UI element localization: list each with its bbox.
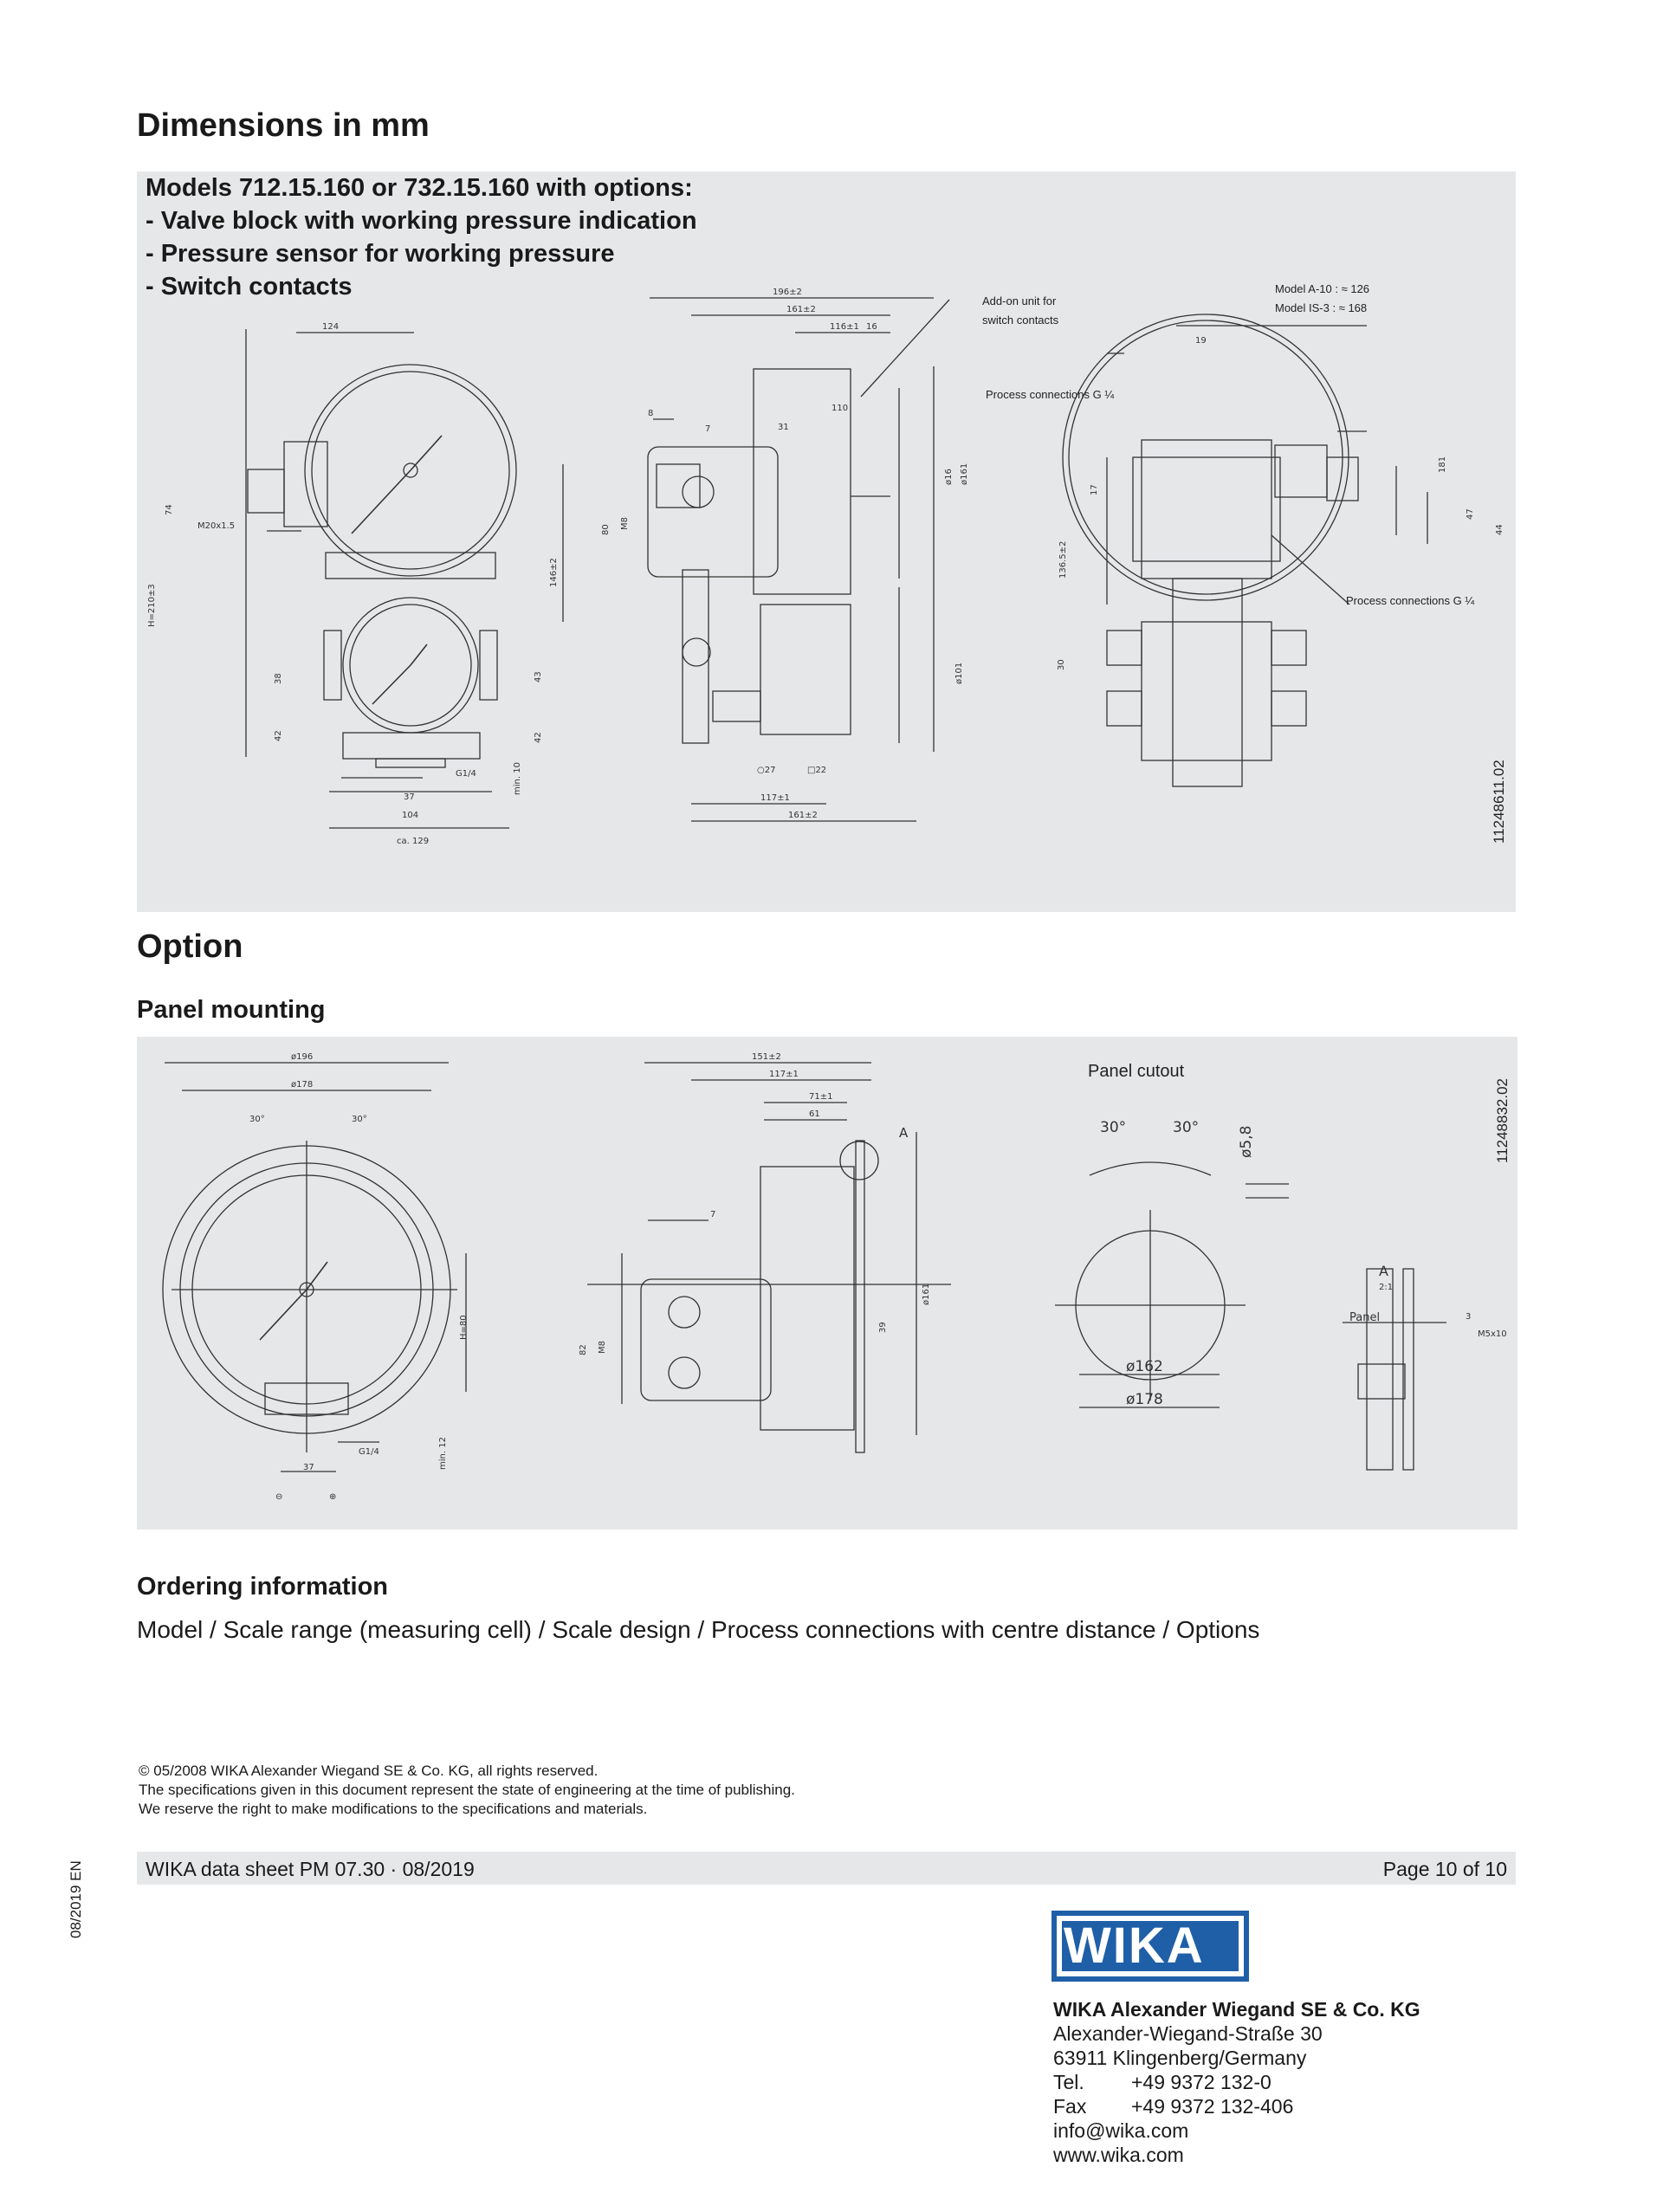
dim-label: 7 [710, 1210, 716, 1219]
address-fax: Fax +49 9372 132-406 [1053, 2095, 1294, 2118]
dim-label: ø16 [944, 469, 954, 485]
dim-label: 39 [878, 1322, 888, 1333]
dim-label: 42 [274, 730, 283, 741]
dim-label: 181 [1438, 456, 1447, 473]
side-date: 08/2019 EN [68, 1860, 84, 1938]
dim-label: M5x10 [1478, 1329, 1507, 1339]
ordering-title: Ordering information [137, 1573, 388, 1601]
dim-label: 2:1 [1379, 1283, 1394, 1292]
address-block [1053, 1997, 1420, 2167]
annotation: Add-on unit for [982, 294, 1057, 307]
dim-label: □22 [807, 766, 827, 775]
dim-label: 124 [322, 322, 340, 332]
dim-label: 82 [579, 1344, 588, 1355]
dim-label: ø196 [291, 1052, 314, 1062]
models-line: - Pressure sensor for working pressure [146, 240, 615, 268]
copyright-line: We reserve the right to make modifications to the specifications and materials. [139, 1801, 648, 1817]
address-street: Alexander-Wiegand-Straße 30 [1053, 2022, 1323, 2045]
dim-label: 136.5±2 [1058, 540, 1068, 579]
dim-label: 196±2 [773, 288, 802, 297]
models-line: Models 712.15.160 or 732.15.160 with options: [146, 174, 693, 202]
dim-label: 43 [534, 671, 543, 682]
dim-label: 37 [404, 792, 415, 802]
dim-label: G1/4 [359, 1447, 379, 1457]
copyright-line: The specifications given in this document represent the state of engineering at the time of publishing. [139, 1782, 795, 1798]
models-line: - Switch contacts [146, 273, 353, 301]
dim-label: M8 [598, 1341, 607, 1354]
dim-label: 61 [809, 1109, 820, 1119]
subsection-title-panel-mounting: Panel mounting [137, 996, 326, 1024]
wika-logo-text: WIKA [1064, 1918, 1205, 1974]
dimension-drawing-panel [137, 171, 1516, 912]
dim-label: 117±1 [769, 1070, 799, 1079]
drawing-number: 11248611.02 [1491, 760, 1507, 844]
section-title-option: Option [137, 928, 243, 965]
dim-label: 161±2 [786, 305, 816, 314]
dim-label: 31 [778, 423, 789, 432]
dim-label: 8 [648, 409, 654, 418]
dim-label: ø101 [954, 662, 964, 684]
dim-label: 151±2 [752, 1052, 781, 1062]
dim-label: Panel [1349, 1311, 1381, 1324]
dim-label: min. 10 [513, 762, 522, 795]
dim-label: 30° [1100, 1119, 1127, 1136]
footer-datasheet: WIKA data sheet PM 07.30 · 08/2019 [146, 1858, 475, 1880]
dim-label: 42 [534, 732, 543, 743]
footer-page: Page 10 of 10 [1382, 1858, 1507, 1880]
technical-drawing-2 [137, 1037, 1517, 1530]
annotation: switch contacts [982, 314, 1059, 327]
address-email[interactable]: info@wika.com [1053, 2119, 1189, 2142]
dim-label: H=80 [459, 1315, 469, 1340]
dim-label: 74 [165, 504, 174, 515]
dim-label: A [899, 1125, 909, 1141]
dim-label: 104 [402, 811, 419, 820]
address-city: 63911 Klingenberg/Germany [1053, 2047, 1307, 2069]
dim-label: 110 [832, 404, 849, 413]
ordering-text: Model / Scale range (measuring cell) / Scale design / Process connections with centre distance / Options [137, 1616, 1260, 1643]
dim-label: 71±1 [809, 1092, 833, 1102]
dim-label: 37 [303, 1463, 314, 1472]
copyright-line: © 05/2008 WIKA Alexander Wiegand SE & Co. KG, all rights reserved. [139, 1762, 599, 1779]
technical-drawing-1 [137, 171, 1516, 912]
dim-label: 47 [1466, 508, 1475, 520]
section-title-dimensions: Dimensions in mm [137, 107, 430, 144]
dim-label: ø178 [1126, 1391, 1163, 1408]
dim-label: ø5,8 [1238, 1125, 1255, 1158]
dim-label: 30 [1057, 659, 1066, 670]
dim-label: 7 [705, 424, 711, 434]
dim-label: ⊕ [329, 1492, 337, 1502]
annotation: Model IS-3 : ≈ 168 [1275, 301, 1368, 314]
dim-label: ⊖ [275, 1492, 283, 1502]
dim-label: M20x1.5 [197, 521, 236, 531]
dim-label: ø162 [1126, 1358, 1163, 1375]
address-web[interactable]: www.wika.com [1053, 2144, 1184, 2166]
dim-label: ○27 [757, 766, 776, 775]
dim-label: M8 [620, 517, 630, 530]
dim-label: 161±2 [788, 811, 818, 820]
company-name: WIKA Alexander Wiegand SE & Co. KG [1053, 1998, 1420, 2021]
address-tel: Tel. +49 9372 132-0 [1053, 2071, 1272, 2093]
dim-label: 116±1 [830, 322, 859, 332]
copyright-block [139, 1762, 795, 1819]
panel-cutout-label: Panel cutout [1088, 1062, 1185, 1081]
wika-logo [1052, 1911, 1249, 1982]
footer-bar [137, 1852, 1516, 1885]
dim-label: 117±1 [760, 793, 790, 803]
annotation: Model A-10 : ≈ 126 [1275, 282, 1370, 295]
models-line: - Valve block with working pressure indication [146, 207, 697, 235]
drawing-number: 11248832.02 [1494, 1077, 1511, 1163]
dim-label: min. 12 [438, 1437, 448, 1470]
dim-label: G1/4 [456, 769, 476, 779]
dim-label: 16 [866, 322, 877, 332]
dim-label: 30° [352, 1115, 367, 1124]
annotation: Process connections G ¼ [986, 388, 1115, 401]
dim-label: 38 [274, 673, 283, 684]
dim-label: 30° [1173, 1119, 1200, 1136]
dim-label: ø161 [960, 462, 969, 485]
dim-label: 44 [1495, 524, 1504, 535]
dim-label: 17 [1090, 484, 1099, 495]
dim-label: H=210±3 [147, 584, 157, 627]
annotation: Process connections G ¼ [1346, 594, 1475, 607]
dim-label: 30° [249, 1115, 265, 1124]
dim-label: ø161 [922, 1283, 931, 1305]
dim-label: 146±2 [549, 558, 559, 587]
panel-mounting-drawing-panel [137, 1037, 1517, 1530]
dim-label: ø178 [291, 1080, 314, 1090]
dim-label: 80 [601, 524, 611, 535]
dim-label: 19 [1195, 336, 1207, 346]
dim-label: ca. 129 [397, 837, 430, 846]
dim-label: A [1379, 1263, 1388, 1279]
dim-label: 3 [1466, 1312, 1472, 1322]
